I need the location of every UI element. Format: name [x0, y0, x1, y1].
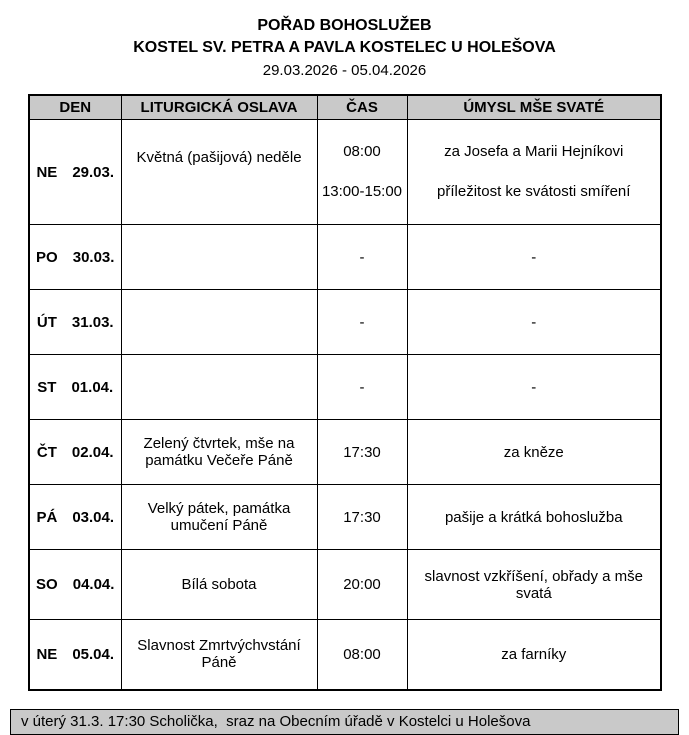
time-cell: 17:30 — [317, 420, 407, 485]
day-date: 29.03. — [72, 163, 115, 181]
day-date: 03.04. — [72, 508, 115, 526]
celebration-cell — [121, 120, 317, 225]
day-abbrev: NE — [36, 645, 58, 663]
time-cell: 08:00 — [317, 620, 407, 690]
intention-lines — [412, 120, 657, 224]
day-date: 01.04. — [71, 378, 114, 396]
celebration-cell: Slavnost Zmrtvýchvstání Páně — [121, 620, 317, 690]
column-header-umysl: ÚMYSL MŠE SVATÉ — [407, 95, 661, 120]
time-line: 13:00-15:00 — [321, 183, 403, 201]
time-cell: - — [317, 290, 407, 355]
table-row — [29, 290, 661, 355]
time-cell: 17:30 — [317, 485, 407, 550]
day-date: 04.04. — [72, 576, 115, 593]
page-subtitle: KOSTEL SV. PETRA A PAVLA KOSTELEC U HOLEŠOVA — [133, 39, 556, 56]
day-date: 31.03. — [71, 313, 114, 331]
day-abbrev: ÚT — [36, 313, 57, 331]
intention-cell: pašije a krátká bohoslužba — [407, 485, 661, 550]
day-cell — [29, 355, 121, 420]
day-cell — [29, 225, 121, 290]
time-line: 08:00 — [343, 142, 381, 160]
celebration-cell — [121, 290, 317, 355]
day-cell — [29, 485, 121, 550]
celebration-cell: Bílá sobota — [121, 550, 317, 620]
day-cell — [29, 620, 121, 690]
celebration-cell: Zelený čtvrtek, mše na památku Večeře Páně — [121, 420, 317, 485]
table-row — [29, 225, 661, 290]
table-row — [29, 120, 661, 225]
date-range: 29.03.2026 - 05.04.2026 — [262, 62, 427, 79]
day-cell — [29, 120, 121, 225]
intention-cell: slavnost vzkříšení, obřady a mše svatá — [407, 550, 661, 620]
day-cell — [29, 420, 121, 485]
day-abbrev: PO — [36, 248, 58, 266]
intention-cell: - — [407, 290, 661, 355]
day-abbrev: ST — [37, 378, 57, 396]
time-cell: 20:00 — [317, 550, 407, 620]
time-lines — [322, 120, 403, 224]
celebration-line: Květná (pašijová) neděle — [136, 148, 302, 166]
celebration-cell: Velký pátek, památka umučení Páně — [121, 485, 317, 550]
time-cell — [317, 120, 407, 225]
day-abbrev: PÁ — [36, 508, 58, 526]
day-abbrev: SO — [36, 576, 58, 593]
intention-line: za Josefa a Marii Hejníkovi — [444, 142, 624, 160]
celebration-cell — [121, 355, 317, 420]
day-cell — [29, 290, 121, 355]
page-title: POŘAD BOHOSLUŽEB — [257, 17, 432, 34]
day-abbrev: ČT — [36, 443, 57, 461]
schedule-table — [28, 94, 662, 691]
column-header-den: DEN — [29, 95, 121, 120]
table-row — [29, 485, 661, 550]
footer-note: v úterý 31.3. 17:30 Scholička, sraz na Obecním úřadě v Kostelci u Holešova — [10, 709, 679, 735]
intention-cell: za kněze — [407, 420, 661, 485]
table-header-row — [29, 95, 661, 120]
title-block — [0, 0, 689, 80]
day-date: 05.04. — [72, 645, 115, 663]
table-row — [29, 550, 661, 620]
column-header-liturgicka-oslava: LITURGICKÁ OSLAVA — [121, 95, 317, 120]
day-date: 02.04. — [71, 443, 114, 461]
intention-line: příležitost ke svátosti smíření — [437, 183, 631, 201]
day-date: 30.03. — [72, 248, 115, 266]
day-abbrev: NE — [36, 163, 58, 181]
celebration-lines — [126, 120, 313, 224]
time-cell: - — [317, 355, 407, 420]
column-header-cas: ČAS — [317, 95, 407, 120]
table-row — [29, 420, 661, 485]
intention-cell: za farníky — [407, 620, 661, 690]
day-cell — [29, 550, 121, 620]
time-cell: - — [317, 225, 407, 290]
table-row — [29, 355, 661, 420]
celebration-cell — [121, 225, 317, 290]
table-row — [29, 620, 661, 690]
intention-cell — [407, 120, 661, 225]
intention-cell: - — [407, 225, 661, 290]
intention-cell: - — [407, 355, 661, 420]
